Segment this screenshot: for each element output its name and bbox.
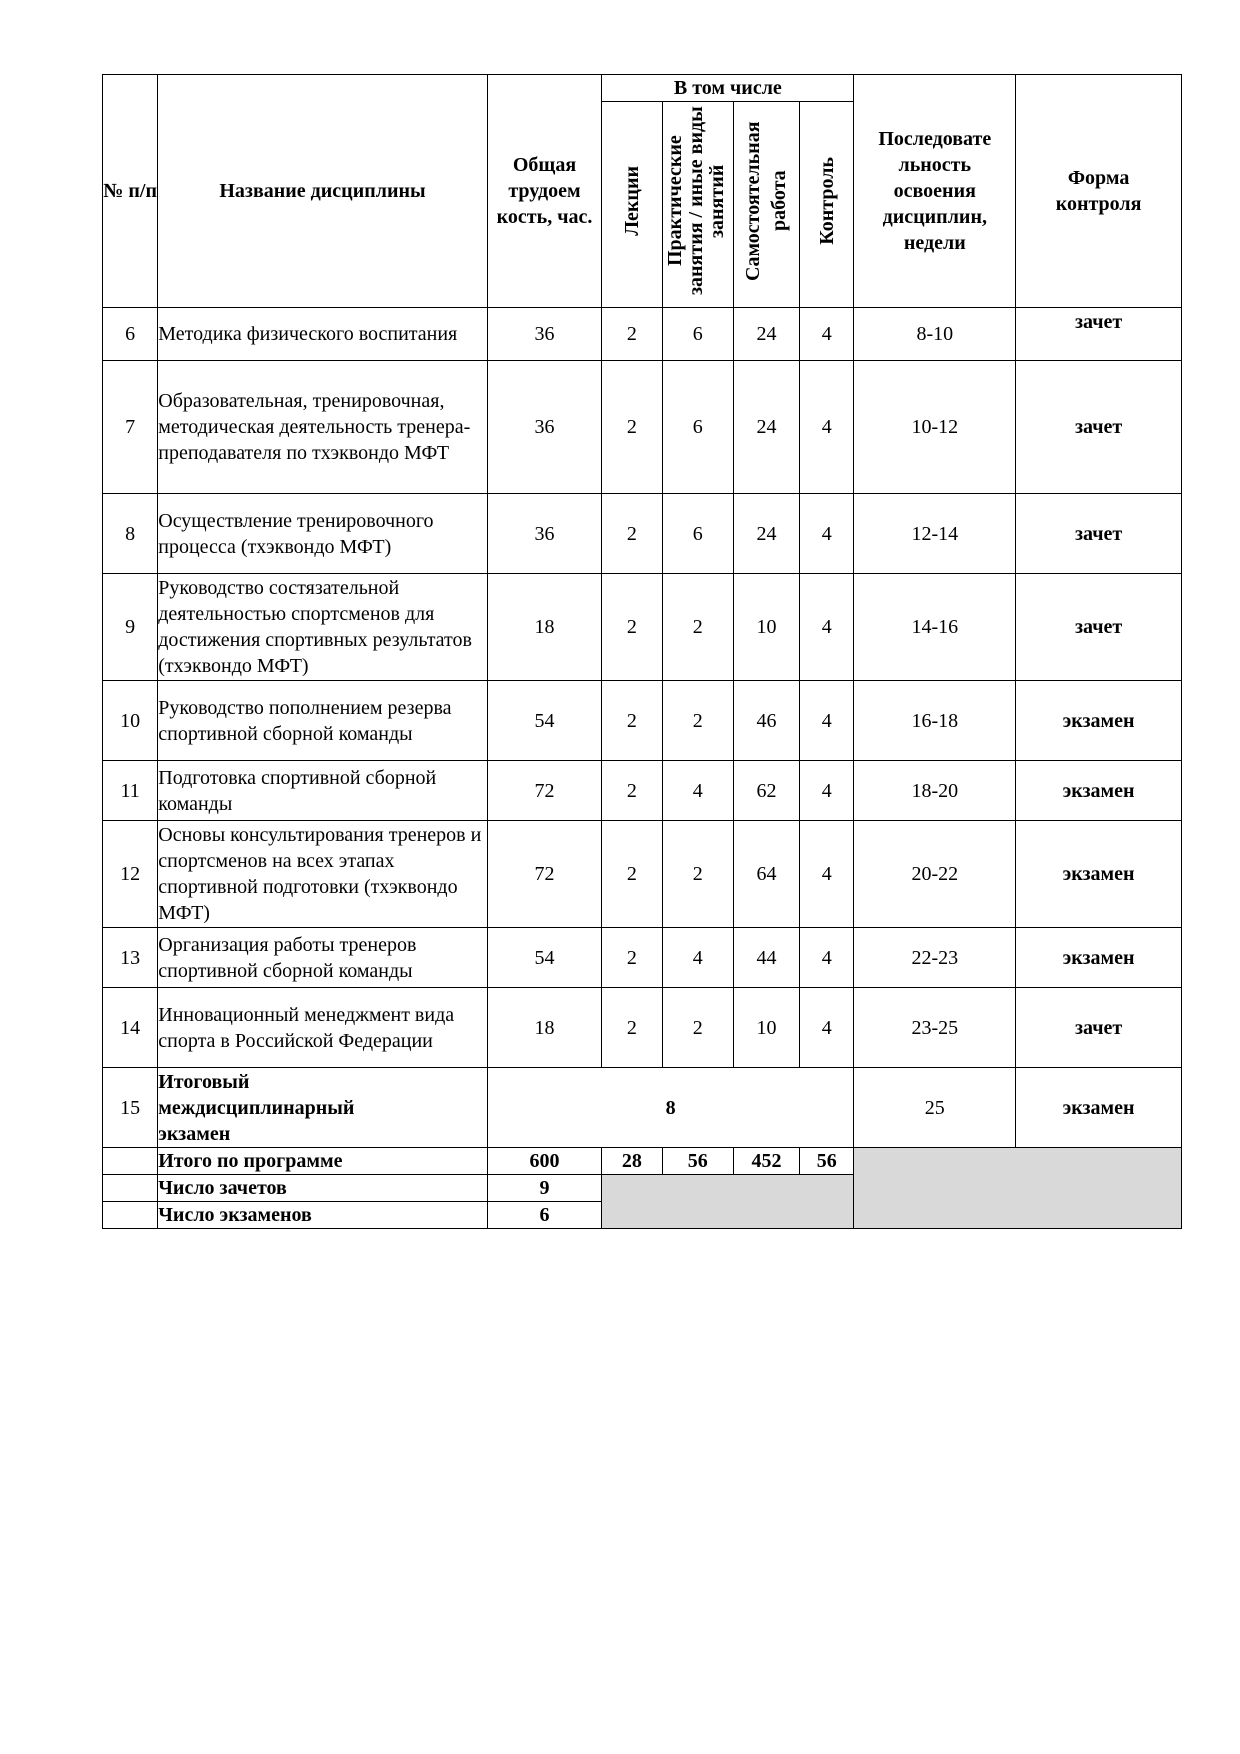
header-lectures xyxy=(602,102,662,308)
row-lectures: 2 xyxy=(602,681,662,761)
table-row xyxy=(103,494,1182,574)
row-total: 54 xyxy=(487,681,602,761)
row-control: 4 xyxy=(800,494,854,574)
row-num: 15 xyxy=(103,1068,158,1148)
table-row xyxy=(103,308,1182,361)
row-total: 36 xyxy=(487,494,602,574)
row-lectures: 2 xyxy=(602,821,662,928)
curriculum-table xyxy=(102,74,1182,1229)
exams-label: Число экзаменов xyxy=(158,1202,488,1229)
row-total: 54 xyxy=(487,928,602,988)
row-control: 4 xyxy=(800,761,854,821)
header-lectures-label: Лекции xyxy=(620,166,643,236)
header-num: № п/п xyxy=(103,75,158,308)
row-weeks: 23-25 xyxy=(854,988,1016,1068)
row-lectures: 2 xyxy=(602,494,662,574)
row-practical: 2 xyxy=(662,574,733,681)
row-form: экзамен xyxy=(1016,928,1182,988)
final-exam-row xyxy=(103,1068,1182,1148)
header-total: Общая трудоем кость, час. xyxy=(487,75,602,308)
row-form: зачет xyxy=(1016,308,1182,361)
header-including: В том числе xyxy=(602,75,854,102)
header-form: Форма контроля xyxy=(1016,75,1182,308)
row-selfwork: 10 xyxy=(733,574,799,681)
row-weeks: 20-22 xyxy=(854,821,1016,928)
row-form: экзамен xyxy=(1016,821,1182,928)
row-weeks: 16-18 xyxy=(854,681,1016,761)
exams-num xyxy=(103,1202,158,1229)
row-name: Инновационный менеджмент вида спорта в Российской Федерации xyxy=(158,988,488,1068)
row-practical: 2 xyxy=(662,988,733,1068)
row-name: Руководство пополнением резерва спортивной сборной команды xyxy=(158,681,488,761)
row-num: 9 xyxy=(103,574,158,681)
row-selfwork: 24 xyxy=(733,361,799,494)
row-control: 4 xyxy=(800,574,854,681)
row-form: зачет xyxy=(1016,494,1182,574)
row-num: 7 xyxy=(103,361,158,494)
row-name: Руководство состязательной деятельностью спортсменов для достижения спортивных результатов (тхэквондо МФТ) xyxy=(158,574,488,681)
row-selfwork: 24 xyxy=(733,308,799,361)
row-name: Осуществление тренировочного процесса (тхэквондо МФТ) xyxy=(158,494,488,574)
totals-selfwork: 452 xyxy=(733,1148,799,1175)
row-weeks: 18-20 xyxy=(854,761,1016,821)
row-name: Подготовка спортивной сборной команды xyxy=(158,761,488,821)
row-num: 13 xyxy=(103,928,158,988)
row-lectures: 2 xyxy=(602,308,662,361)
credits-value: 9 xyxy=(487,1175,602,1202)
row-total: 72 xyxy=(487,821,602,928)
row-control: 4 xyxy=(800,928,854,988)
row-name: Итоговый междисциплинарный экзамен xyxy=(158,1068,488,1148)
header-name: Название дисциплины xyxy=(158,75,488,308)
row-control: 4 xyxy=(800,681,854,761)
row-form: экзамен xyxy=(1016,1068,1182,1148)
row-selfwork: 24 xyxy=(733,494,799,574)
credits-label: Число зачетов xyxy=(158,1175,488,1202)
table-row xyxy=(103,928,1182,988)
row-control: 4 xyxy=(800,821,854,928)
row-selfwork: 10 xyxy=(733,988,799,1068)
row-practical: 6 xyxy=(662,361,733,494)
row-name: Методика физического воспитания xyxy=(158,308,488,361)
row-practical: 4 xyxy=(662,928,733,988)
row-selfwork: 64 xyxy=(733,821,799,928)
row-practical: 2 xyxy=(662,821,733,928)
row-lectures: 2 xyxy=(602,761,662,821)
row-lectures: 2 xyxy=(602,361,662,494)
header-practical xyxy=(662,102,733,308)
row-weeks: 12-14 xyxy=(854,494,1016,574)
row-form: зачет xyxy=(1016,988,1182,1068)
totals-num xyxy=(103,1148,158,1175)
row-practical: 6 xyxy=(662,308,733,361)
row-total: 72 xyxy=(487,761,602,821)
totals-lectures: 28 xyxy=(602,1148,662,1175)
row-name: Основы консультирования тренеров и спортсменов на всех этапах спортивной подготовки (тхэквондо МФТ) xyxy=(158,821,488,928)
totals-practical: 56 xyxy=(662,1148,733,1175)
row-num: 12 xyxy=(103,821,158,928)
final-exam-hours: 8 xyxy=(487,1068,854,1148)
table-row xyxy=(103,761,1182,821)
row-control: 4 xyxy=(800,988,854,1068)
table-row xyxy=(103,821,1182,928)
row-weeks: 25 xyxy=(854,1068,1016,1148)
row-total: 36 xyxy=(487,361,602,494)
row-selfwork: 46 xyxy=(733,681,799,761)
shaded-cell xyxy=(602,1175,854,1229)
row-weeks: 10-12 xyxy=(854,361,1016,494)
header-practical-label: Практические занятия / иные виды занятий xyxy=(663,106,728,296)
totals-total: 600 xyxy=(487,1148,602,1175)
row-name: Организация работы тренеров спортивной сборной команды xyxy=(158,928,488,988)
header-sequence: Последовате льность освоения дисциплин, недели xyxy=(854,75,1016,308)
row-control: 4 xyxy=(800,308,854,361)
table-row xyxy=(103,681,1182,761)
row-lectures: 2 xyxy=(602,928,662,988)
row-form: экзамен xyxy=(1016,761,1182,821)
totals-row xyxy=(103,1148,1182,1175)
header-control xyxy=(800,102,854,308)
header-selfwork-label: Самостоятельная работа xyxy=(742,121,791,281)
row-weeks: 8-10 xyxy=(854,308,1016,361)
row-practical: 6 xyxy=(662,494,733,574)
row-num: 11 xyxy=(103,761,158,821)
row-practical: 4 xyxy=(662,761,733,821)
row-num: 6 xyxy=(103,308,158,361)
row-lectures: 2 xyxy=(602,574,662,681)
totals-control: 56 xyxy=(800,1148,854,1175)
row-lectures: 2 xyxy=(602,988,662,1068)
table-row xyxy=(103,988,1182,1068)
row-num: 10 xyxy=(103,681,158,761)
header-control-label: Контроль xyxy=(815,157,838,245)
row-form: зачет xyxy=(1016,361,1182,494)
row-num: 14 xyxy=(103,988,158,1068)
row-name: Образовательная, тренировочная, методическая деятельность тренера-преподавателя по тхэквондо МФТ xyxy=(158,361,488,494)
row-total: 36 xyxy=(487,308,602,361)
row-control: 4 xyxy=(800,361,854,494)
header-row-1 xyxy=(103,75,1182,102)
row-form: экзамен xyxy=(1016,681,1182,761)
row-total: 18 xyxy=(487,574,602,681)
row-num: 8 xyxy=(103,494,158,574)
shaded-cell xyxy=(854,1148,1182,1229)
row-weeks: 22-23 xyxy=(854,928,1016,988)
table-row xyxy=(103,361,1182,494)
header-selfwork xyxy=(733,102,799,308)
row-form: зачет xyxy=(1016,574,1182,681)
row-selfwork: 62 xyxy=(733,761,799,821)
credits-num xyxy=(103,1175,158,1202)
row-practical: 2 xyxy=(662,681,733,761)
row-total: 18 xyxy=(487,988,602,1068)
exams-value: 6 xyxy=(487,1202,602,1229)
row-weeks: 14-16 xyxy=(854,574,1016,681)
totals-label: Итого по программе xyxy=(158,1148,488,1175)
table-row xyxy=(103,574,1182,681)
row-selfwork: 44 xyxy=(733,928,799,988)
